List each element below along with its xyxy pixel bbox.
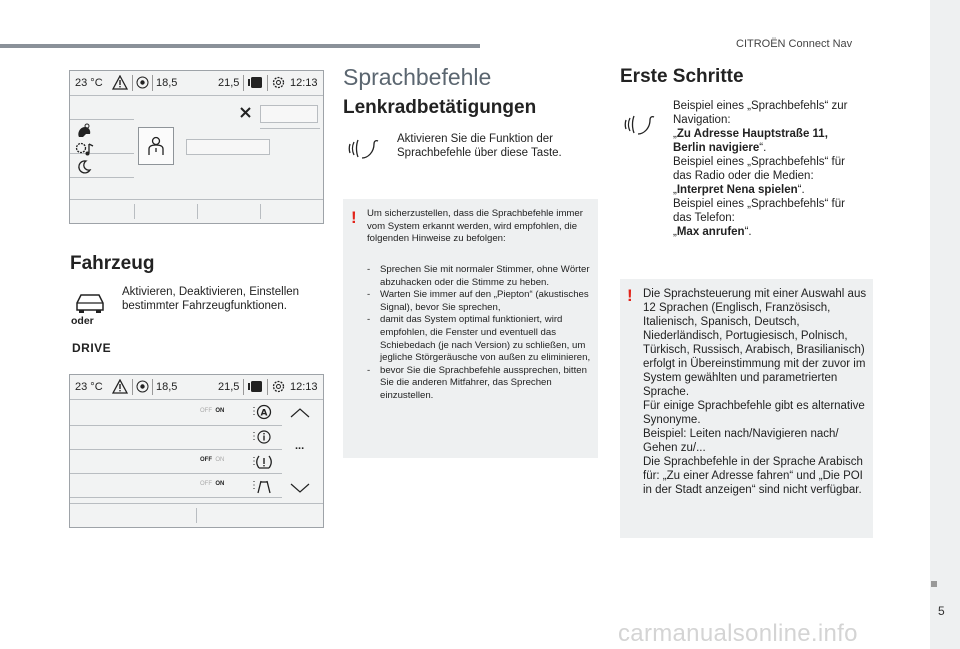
more-icon[interactable]: ⋮: [249, 406, 259, 417]
temperature: 23 °C: [75, 381, 103, 393]
screen-vehicle-menu: [69, 70, 324, 224]
lenkrad-description: Aktivieren Sie die Funktion der Sprachbefehle über diese Taste.: [397, 133, 562, 159]
svg-text:A: A: [260, 408, 268, 419]
status-bar: [70, 375, 323, 399]
value-left: 18,5: [156, 77, 178, 89]
lenkrad-heading: Lenkradbetätigungen: [343, 97, 537, 118]
example-phone-intro: Beispiel eines „Sprachbefehls“ für das Telefon:: [673, 198, 845, 224]
clock: 12:13: [290, 381, 318, 393]
note-line: Die Sprachsteuerung mit einer Auswahl aus 12 Sprachen (Englisch, Französisch, Italienisch, Spanisch, Deutsch, Niederländisch, Portugiesisch, Polnisch, Türkisch, Russisch, Arabisch, Brasilianisch) erfolgt in Übereinstimmung mit der zuvor im System gewählten und parametrierten Sprache.: [643, 288, 867, 398]
example-nav-intro: Beispiel eines „Sprachbefehls“ zur Navigation:: [673, 100, 848, 126]
note-line: Die Sprachbefehle in der Sprache Arabisch für: „Zu einer Adresse fahren“ und „Die POI in der Stadt anzeigen“ sind nicht verfügbar.: [643, 456, 863, 496]
warning-mark-icon: !: [351, 208, 357, 227]
status-bar: [70, 71, 323, 95]
tyre-warning-icon[interactable]: [256, 454, 272, 470]
page-number: 5: [938, 604, 945, 618]
erste-schritte-heading: Erste Schritte: [620, 66, 744, 87]
lane-assist-icon[interactable]: [256, 478, 272, 494]
toggle-row-4[interactable]: OFF ON: [200, 481, 225, 487]
note-body: [643, 287, 867, 497]
brand-label: CITROËN Connect Nav: [736, 38, 853, 50]
note-item: - bevor Sie die Sprachbefehle aussprechen, bitten Sie die anderen Mitfahrer, das Sprechen einzustellen.: [367, 365, 595, 403]
settings-icon: [271, 379, 286, 394]
phone-icon: [248, 380, 263, 393]
warning-icon: [112, 75, 128, 90]
note-intro: Um sicherzustellen, dass die Sprachbefehle immer vom System erkannt werden, wird empfohlen, die folgenden Hinweise zu befolgen:: [367, 208, 583, 245]
sprachbefehle-heading: Sprachbefehle: [343, 64, 492, 90]
oder-label: oder: [71, 315, 94, 327]
info-icon[interactable]: [257, 430, 271, 444]
warning-icon: [112, 379, 128, 394]
clock: 12:13: [290, 77, 318, 89]
watermark: carmanualsonline.info: [618, 620, 858, 647]
value-right: 21,5: [218, 381, 240, 393]
settings-icon: [271, 75, 286, 90]
note-line: Für einige Sprachbefehle gibt es alternative Synonyme.: [643, 400, 865, 426]
close-icon[interactable]: [240, 107, 251, 118]
note-item: - Sprechen Sie mit normaler Stimmer, ohne Wörter abzuhacken oder die Stimme zu heben.: [367, 264, 595, 289]
value-left: 18,5: [156, 381, 178, 393]
phone-icon: [248, 76, 263, 89]
note-list: [367, 264, 595, 403]
input-slot-middle[interactable]: [186, 139, 270, 155]
ellipsis[interactable]: ...: [295, 440, 305, 452]
side-strip: [930, 0, 960, 649]
header-rule: [0, 44, 480, 48]
example-radio-command: „Interpret Nena spielen“.: [673, 184, 805, 196]
example-phone-command: „Max anrufen“.: [673, 226, 752, 238]
more-icon[interactable]: ⋮: [249, 431, 259, 442]
music-settings-icon[interactable]: [75, 141, 95, 157]
voice-command-icon: [624, 112, 656, 138]
chevron-up-icon[interactable]: [290, 408, 310, 418]
fahrzeug-description: Aktivieren, Deaktivieren, Einstellen bestimmter Fahrzeugfunktionen.: [122, 286, 300, 312]
night-mode-icon[interactable]: [76, 159, 92, 175]
note-line: Beispiel: Leiten nach/Navigieren nach/ Gehen zu/...: [643, 428, 839, 454]
toggle-row-3[interactable]: OFF ON: [200, 457, 225, 463]
chevron-down-icon[interactable]: [290, 483, 310, 493]
car-icon: [73, 290, 107, 314]
example-nav-command: „Zu Adresse Hauptstraße 11, Berlin navigiere“.: [673, 128, 828, 154]
temperature: 23 °C: [75, 77, 103, 89]
sprachen-hinweis-note: [620, 279, 873, 538]
fahrzeug-heading: Fahrzeug: [70, 253, 155, 274]
vehicle-settings-icon[interactable]: [75, 123, 93, 139]
value-right: 21,5: [218, 77, 240, 89]
examples-block: [673, 99, 853, 239]
screen-driving-aids: [69, 374, 324, 528]
note-item: - damit das System optimal funktioniert, wird empfohlen, die Fenster und eventuell das Schiebedach (je nach Version) zu schließen, um jegliche Störgeräusche von außen zu eliminieren,: [367, 314, 595, 364]
location-icon: [136, 76, 149, 89]
more-icon[interactable]: ⋮: [249, 456, 259, 467]
toggle-row-1[interactable]: OFF ON: [200, 408, 225, 414]
input-slot-top[interactable]: [260, 105, 318, 123]
auto-lights-icon[interactable]: [256, 404, 272, 420]
sprach-hinweis-note: [343, 199, 598, 458]
driver-tile[interactable]: [138, 127, 174, 165]
warning-mark-icon: !: [627, 286, 633, 305]
location-icon: [136, 380, 149, 393]
voice-command-icon: [348, 136, 380, 162]
person-icon: [147, 136, 165, 156]
note-item: - Warten Sie immer auf den „Piepton“ (akustisches Signal), bevor Sie sprechen,: [367, 289, 595, 314]
continue-marker: [931, 581, 937, 587]
example-radio-intro: Beispiel eines „Sprachbefehls“ für das Radio oder die Medien:: [673, 156, 845, 182]
more-icon[interactable]: ⋮: [249, 480, 259, 491]
drive-label: DRIVE: [72, 341, 112, 355]
